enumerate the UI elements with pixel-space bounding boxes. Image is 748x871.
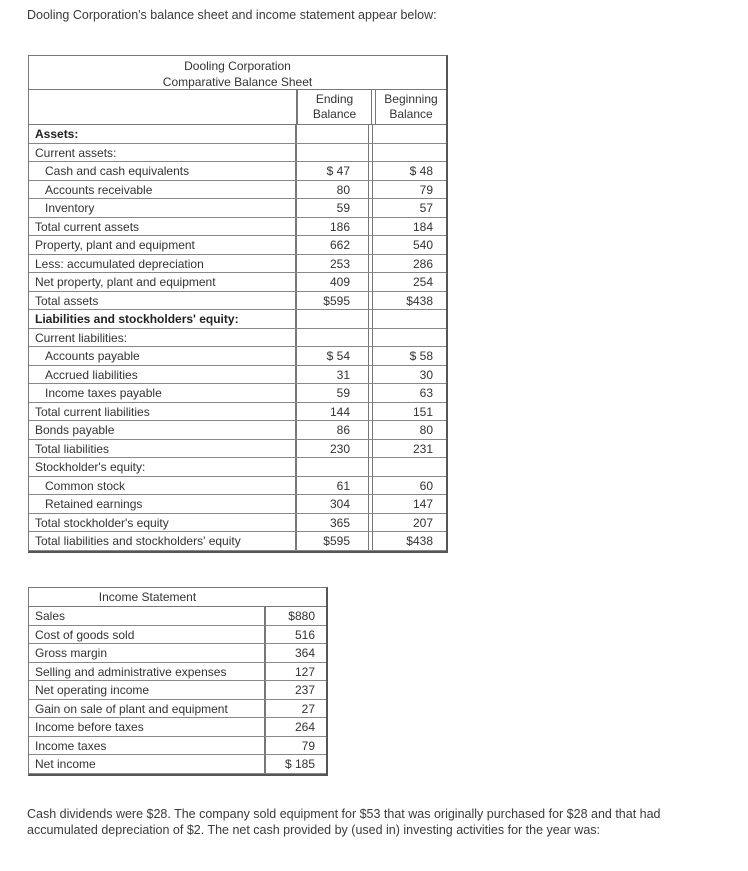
row-value: 127	[265, 663, 322, 681]
row-label: Net operating income	[29, 681, 265, 699]
balance-sheet-rows	[29, 125, 446, 551]
table-row	[29, 755, 326, 774]
row-label: Bonds payable	[29, 421, 296, 439]
row-value: 264	[265, 718, 322, 736]
table-row	[29, 700, 326, 719]
table-row	[29, 644, 326, 663]
table-row	[29, 626, 326, 645]
beginning-value: 254	[372, 273, 446, 291]
ending-value: 61	[296, 477, 369, 495]
table-row	[29, 255, 446, 274]
row-value: $880	[265, 607, 322, 625]
ending-value	[296, 329, 369, 347]
beginning-value: 57	[372, 199, 446, 217]
row-label: Net income	[29, 755, 265, 773]
beginning-value: 30	[372, 366, 446, 384]
row-label: Net property, plant and equipment	[29, 273, 296, 291]
table-row	[29, 607, 326, 626]
beginning-value: 80	[372, 421, 446, 439]
beginning-value: $438	[372, 292, 446, 310]
row-label: Inventory	[29, 199, 296, 217]
row-value: 516	[265, 626, 322, 644]
row-label: Total liabilities and stockholders' equity	[29, 532, 296, 550]
row-value: 237	[265, 681, 322, 699]
row-label: Total current assets	[29, 218, 296, 236]
beginning-value	[372, 144, 446, 162]
row-label: Gain on sale of plant and equipment	[29, 700, 265, 718]
row-label: Stockholder's equity:	[29, 458, 296, 476]
beginning-value: 540	[372, 236, 446, 254]
table-row	[29, 458, 446, 477]
ending-value: 59	[296, 384, 369, 402]
row-label: Income before taxes	[29, 718, 265, 736]
ending-value: 186	[296, 218, 369, 236]
income-statement-table	[28, 587, 328, 776]
table-row	[29, 310, 446, 329]
table-row	[29, 681, 326, 700]
table-row	[29, 737, 326, 756]
row-label: Income taxes	[29, 737, 265, 755]
ending-balance-header: Ending Balance	[297, 90, 372, 124]
row-label: Total liabilities	[29, 440, 296, 458]
ending-value: 230	[296, 440, 369, 458]
beginning-value	[372, 458, 446, 476]
table-row	[29, 273, 446, 292]
table-row	[29, 663, 326, 682]
row-label: Accrued liabilities	[29, 366, 296, 384]
question-text: Cash dividends were $28. The company sold equipment for $53 that was originally purchased for $28 and that had accumulated depreciation of $2. The net cash provided by (used in) investing activities for the year was:	[27, 807, 661, 837]
beginning-value: 60	[372, 477, 446, 495]
column-headers	[29, 90, 446, 125]
table-row	[29, 181, 446, 200]
ending-value: 409	[296, 273, 369, 291]
ending-value	[296, 310, 369, 328]
row-label: Current assets:	[29, 144, 296, 162]
ending-value: 304	[296, 495, 369, 513]
ending-value: $ 54	[296, 347, 369, 365]
intro-text: Dooling Corporation's balance sheet and income statement appear below:	[27, 8, 437, 22]
row-value: $ 185	[265, 755, 322, 773]
row-label: Common stock	[29, 477, 296, 495]
beginning-value: 63	[372, 384, 446, 402]
beginning-value	[372, 310, 446, 328]
table-row	[29, 292, 446, 311]
table-row	[29, 329, 446, 348]
row-label: Cost of goods sold	[29, 626, 265, 644]
table-row	[29, 384, 446, 403]
row-value: 79	[265, 737, 322, 755]
ending-value: $595	[296, 532, 369, 550]
row-label: Total current liabilities	[29, 403, 296, 421]
ending-value: 365	[296, 514, 369, 532]
beginning-value: $438	[372, 532, 446, 550]
row-label: Gross margin	[29, 644, 265, 662]
row-label: Total assets	[29, 292, 296, 310]
beginning-value: 151	[372, 403, 446, 421]
row-label: Accounts payable	[29, 347, 296, 365]
ending-value	[296, 125, 369, 143]
table-row	[29, 144, 446, 163]
beginning-value	[372, 125, 446, 143]
beginning-value	[372, 329, 446, 347]
ending-value: 86	[296, 421, 369, 439]
ending-value: 144	[296, 403, 369, 421]
row-label: Property, plant and equipment	[29, 236, 296, 254]
company-name: Dooling Corporation	[184, 59, 291, 73]
table-row	[29, 532, 446, 551]
table-row	[29, 514, 446, 533]
ending-value: 662	[296, 236, 369, 254]
beginning-value: 184	[372, 218, 446, 236]
ending-value	[296, 458, 369, 476]
beginning-value: 79	[372, 181, 446, 199]
beginning-value: $ 48	[372, 162, 446, 180]
beginning-value: 147	[372, 495, 446, 513]
income-statement-title: Income Statement	[29, 588, 326, 607]
table-row	[29, 125, 446, 144]
row-label: Liabilities and stockholders' equity:	[29, 310, 296, 328]
balance-sheet-title: Comparative Balance Sheet	[162, 75, 313, 89]
table-row	[29, 718, 326, 737]
ending-value: $595	[296, 292, 369, 310]
row-label: Total stockholder's equity	[29, 514, 296, 532]
balance-sheet-header	[29, 56, 446, 90]
row-label: Cash and cash equivalents	[29, 162, 296, 180]
row-value: 27	[265, 700, 322, 718]
beginning-balance-header: Beginning Balance	[375, 90, 446, 124]
row-label: Less: accumulated depreciation	[29, 255, 296, 273]
beginning-value: 207	[372, 514, 446, 532]
ending-value: 80	[296, 181, 369, 199]
table-row	[29, 495, 446, 514]
ending-value: $ 47	[296, 162, 369, 180]
ending-value	[296, 144, 369, 162]
balance-sheet-table	[28, 55, 448, 553]
row-label: Accounts receivable	[29, 181, 296, 199]
beginning-value: 231	[372, 440, 446, 458]
table-row	[29, 347, 446, 366]
table-row	[29, 421, 446, 440]
income-statement-rows	[29, 607, 326, 774]
row-label: Selling and administrative expenses	[29, 663, 265, 681]
beginning-value: 286	[372, 255, 446, 273]
row-label: Sales	[29, 607, 265, 625]
beginning-value: $ 58	[372, 347, 446, 365]
ending-value: 59	[296, 199, 369, 217]
table-row	[29, 199, 446, 218]
ending-value: 253	[296, 255, 369, 273]
table-row	[29, 440, 446, 459]
row-label: Assets:	[29, 125, 296, 143]
ending-value: 31	[296, 366, 369, 384]
table-row	[29, 477, 446, 496]
row-label: Retained earnings	[29, 495, 296, 513]
table-row	[29, 403, 446, 422]
row-label: Income taxes payable	[29, 384, 296, 402]
table-row	[29, 366, 446, 385]
row-value: 364	[265, 644, 322, 662]
row-label: Current liabilities:	[29, 329, 296, 347]
table-row	[29, 236, 446, 255]
table-row	[29, 218, 446, 237]
table-row	[29, 162, 446, 181]
